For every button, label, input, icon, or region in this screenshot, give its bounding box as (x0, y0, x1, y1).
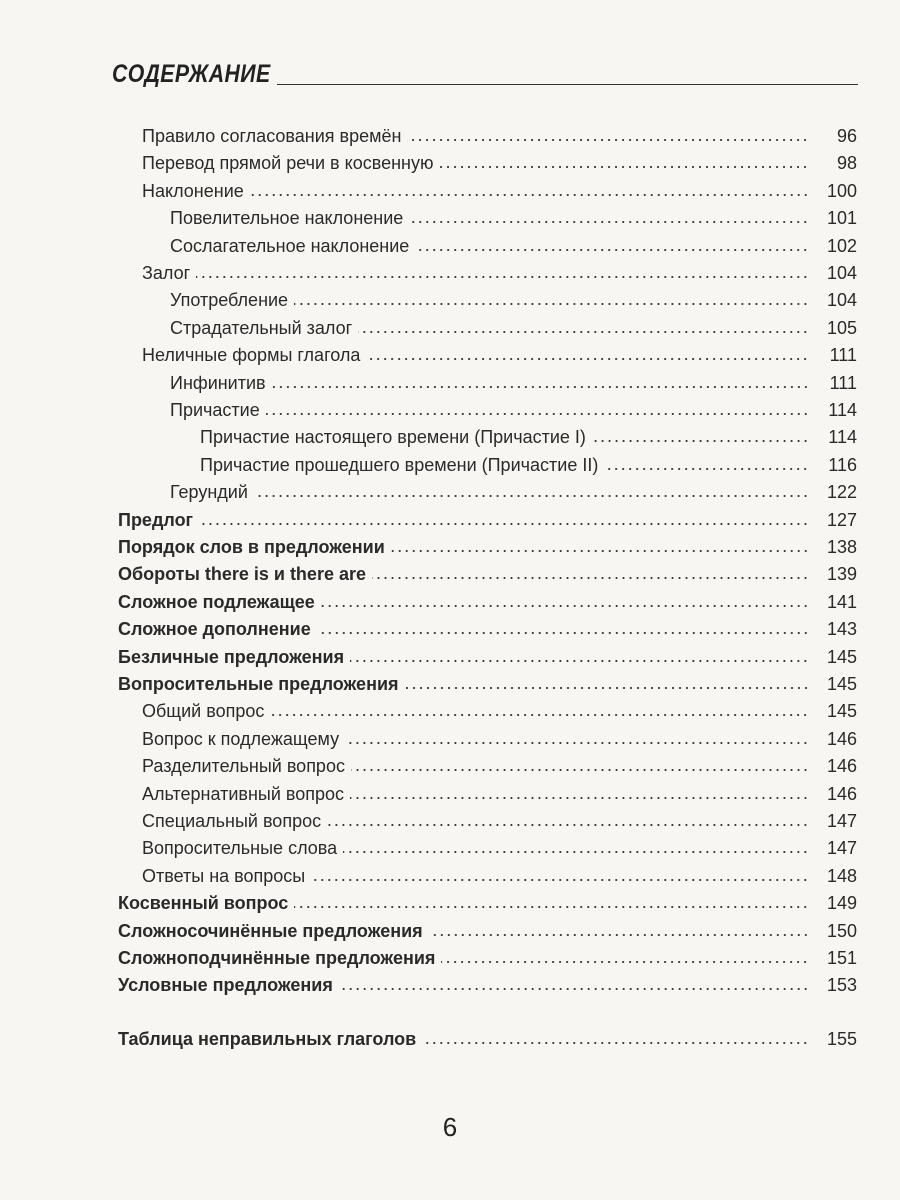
toc-entry[interactable] (0, 425, 857, 449)
dot-leader (372, 575, 809, 581)
toc-entry-title: Специальный вопрос (142, 811, 322, 831)
dot-leader (321, 603, 809, 609)
section-title: СОДЕРЖАНИЕ (112, 60, 271, 88)
toc-entry-title: Причастие (170, 400, 260, 420)
dot-leader (407, 137, 809, 143)
dot-leader (350, 795, 809, 801)
toc-entry-title: Сложное дополнение (118, 619, 311, 640)
toc-entry-page: 153 (826, 975, 857, 996)
toc-entry-title: Сложносочинённые предложения (118, 920, 423, 941)
toc-entry-title: Инфинитив (170, 372, 266, 393)
toc-entry-page: 98 (836, 153, 857, 174)
toc-entry-title: Наклонение (142, 180, 244, 201)
toc-entry[interactable] (0, 535, 857, 559)
dot-leader (254, 493, 809, 499)
dot-leader (358, 329, 809, 335)
toc-entry-page: 114 (828, 400, 857, 420)
toc-entry-page: 145 (826, 646, 857, 667)
toc-entry[interactable] (0, 617, 857, 641)
toc-entry[interactable] (0, 288, 857, 312)
dot-leader (343, 849, 809, 855)
toc-entry-title: Разделительный вопрос (142, 756, 345, 777)
header-rule (277, 84, 858, 85)
toc-entry-title: Сослагательное наклонение (170, 235, 410, 256)
toc-entry[interactable] (0, 864, 857, 888)
toc-entry[interactable] (0, 809, 857, 833)
toc-entry-page: 114 (828, 427, 857, 448)
toc-entry[interactable] (0, 151, 857, 175)
dot-leader (311, 877, 809, 883)
dot-leader (409, 219, 809, 225)
toc-entry-title: Правило согласования времён (142, 126, 402, 146)
toc-entry[interactable] (0, 453, 857, 477)
toc-entry[interactable] (0, 343, 857, 367)
toc-entry-title: Ответы на вопросы (142, 865, 306, 886)
toc-entry[interactable] (0, 261, 857, 285)
dot-leader (592, 438, 809, 444)
dot-leader (270, 712, 809, 718)
dot-leader (266, 411, 809, 417)
toc-entry-title: Вопросительные предложения (118, 674, 399, 694)
toc-entry-page: 149 (826, 893, 857, 914)
toc-entry-title: Косвенный вопрос (118, 893, 289, 914)
toc-entry-page: 141 (826, 591, 857, 612)
section-header (112, 60, 858, 89)
toc-entry[interactable] (0, 398, 857, 422)
toc-entry-page: 111 (829, 345, 857, 366)
toc-entry[interactable] (0, 891, 857, 915)
toc-entry-title: Причастие прошедшего времени (Причастие II) (200, 454, 599, 475)
toc-entry-page: 148 (826, 865, 857, 886)
toc-entry-page: 111 (829, 372, 857, 393)
dot-leader (429, 932, 809, 938)
toc-entry-title: Таблица неправильных глаголов (118, 1028, 417, 1049)
toc-entry-page: 146 (826, 783, 857, 804)
toc-entry-title: Повелительное наклонение (170, 208, 404, 229)
toc-entry-page: 101 (826, 208, 857, 229)
toc-entry[interactable] (0, 316, 857, 340)
toc-entry-title: Неличные формы глагола (142, 345, 361, 366)
toc-entry-title: Залог (142, 263, 191, 283)
toc-entry-title: Альтернативный вопрос (142, 783, 345, 804)
dot-leader (422, 1040, 809, 1046)
toc-entry-title: Условные предложения (118, 975, 333, 996)
toc-entry-title: Безличные предложения (118, 646, 345, 667)
dot-leader (199, 521, 809, 527)
toc-entry-title: Сложное подлежащее (118, 591, 315, 612)
page-number: 6 (442, 1112, 458, 1142)
toc-entry[interactable] (0, 782, 857, 806)
dot-leader (339, 986, 809, 992)
dot-leader (441, 959, 809, 965)
toc-entry[interactable] (0, 946, 857, 970)
toc-entry[interactable] (0, 645, 857, 669)
toc-entry-page: 105 (826, 317, 857, 338)
toc-entry[interactable] (0, 754, 857, 778)
dot-leader (272, 384, 809, 390)
toc-entry-page: 102 (826, 235, 857, 256)
toc-entry[interactable] (0, 480, 857, 504)
toc-entry-title: Порядок слов в предложении (118, 537, 385, 557)
toc-entry[interactable] (0, 562, 857, 586)
dot-leader (345, 740, 809, 746)
dot-leader (250, 192, 809, 198)
toc-entry-page: 96 (836, 126, 857, 146)
toc-entry-page: 122 (826, 482, 857, 503)
dot-leader (415, 247, 809, 253)
dot-leader (366, 356, 809, 362)
dot-leader (294, 301, 809, 307)
dot-leader (317, 630, 809, 636)
toc-entry-page: 145 (826, 701, 857, 722)
toc-entry[interactable] (0, 973, 857, 997)
toc-entry[interactable] (0, 919, 857, 943)
dot-leader (439, 164, 809, 170)
toc-entry[interactable] (0, 727, 857, 751)
toc-entry-title: Вопросительные слова (142, 838, 338, 859)
toc-entry-page: 143 (826, 619, 857, 640)
toc-entry-page: 138 (826, 537, 857, 557)
toc-entry-title: Общий вопрос (142, 701, 265, 722)
toc-entry-title: Страдательный залог (170, 317, 353, 338)
toc-entry-page: 104 (826, 263, 857, 283)
toc-entry[interactable] (0, 206, 857, 230)
toc-entry-title: Сложноподчинённые предложения (118, 948, 436, 968)
toc-entry-title: Причастие настоящего времени (Причастие I) (200, 427, 586, 448)
toc-entry[interactable] (0, 836, 857, 860)
dot-leader (351, 767, 809, 773)
toc-entry-page: 116 (828, 454, 857, 475)
toc-entry-page: 147 (826, 811, 857, 831)
toc-entry-page: 147 (826, 838, 857, 859)
toc-entry-page: 150 (826, 920, 857, 941)
toc-entry-page: 104 (826, 290, 857, 311)
toc-entry-page: 146 (826, 728, 857, 749)
toc-entry[interactable] (0, 179, 857, 203)
toc-entry-page: 139 (826, 564, 857, 585)
toc-entry-page: 100 (826, 180, 857, 201)
dot-leader (405, 685, 809, 691)
dot-leader (196, 274, 809, 280)
toc-entry-page: 155 (826, 1028, 857, 1049)
toc-entry[interactable] (0, 590, 857, 614)
toc-entry[interactable] (0, 124, 857, 148)
toc-entry-title: Употребление (170, 290, 289, 311)
toc-entry[interactable] (0, 508, 857, 532)
toc-entry-title: Обороты there is и there are (118, 564, 366, 585)
toc-entry-title: Предлог (118, 509, 194, 530)
toc-entry-page: 151 (826, 948, 857, 968)
toc-entry[interactable] (0, 371, 857, 395)
toc-entry[interactable] (0, 672, 857, 696)
toc-entry-page: 146 (826, 756, 857, 777)
toc-entry[interactable] (0, 234, 857, 258)
toc-entry-title: Перевод прямой речи в косвенную (142, 153, 434, 174)
toc-entry-page: 127 (826, 509, 857, 530)
dot-leader (327, 822, 809, 828)
toc-entry[interactable] (0, 699, 857, 723)
dot-leader (604, 466, 809, 472)
dot-leader (294, 904, 809, 910)
toc-entry[interactable] (0, 1027, 857, 1051)
toc-entry-title: Вопрос к подлежащему (142, 728, 340, 749)
toc-entry-title: Герундий (170, 482, 248, 503)
toc-entry-page: 145 (826, 674, 857, 694)
dot-leader (391, 548, 809, 554)
dot-leader (350, 658, 809, 664)
